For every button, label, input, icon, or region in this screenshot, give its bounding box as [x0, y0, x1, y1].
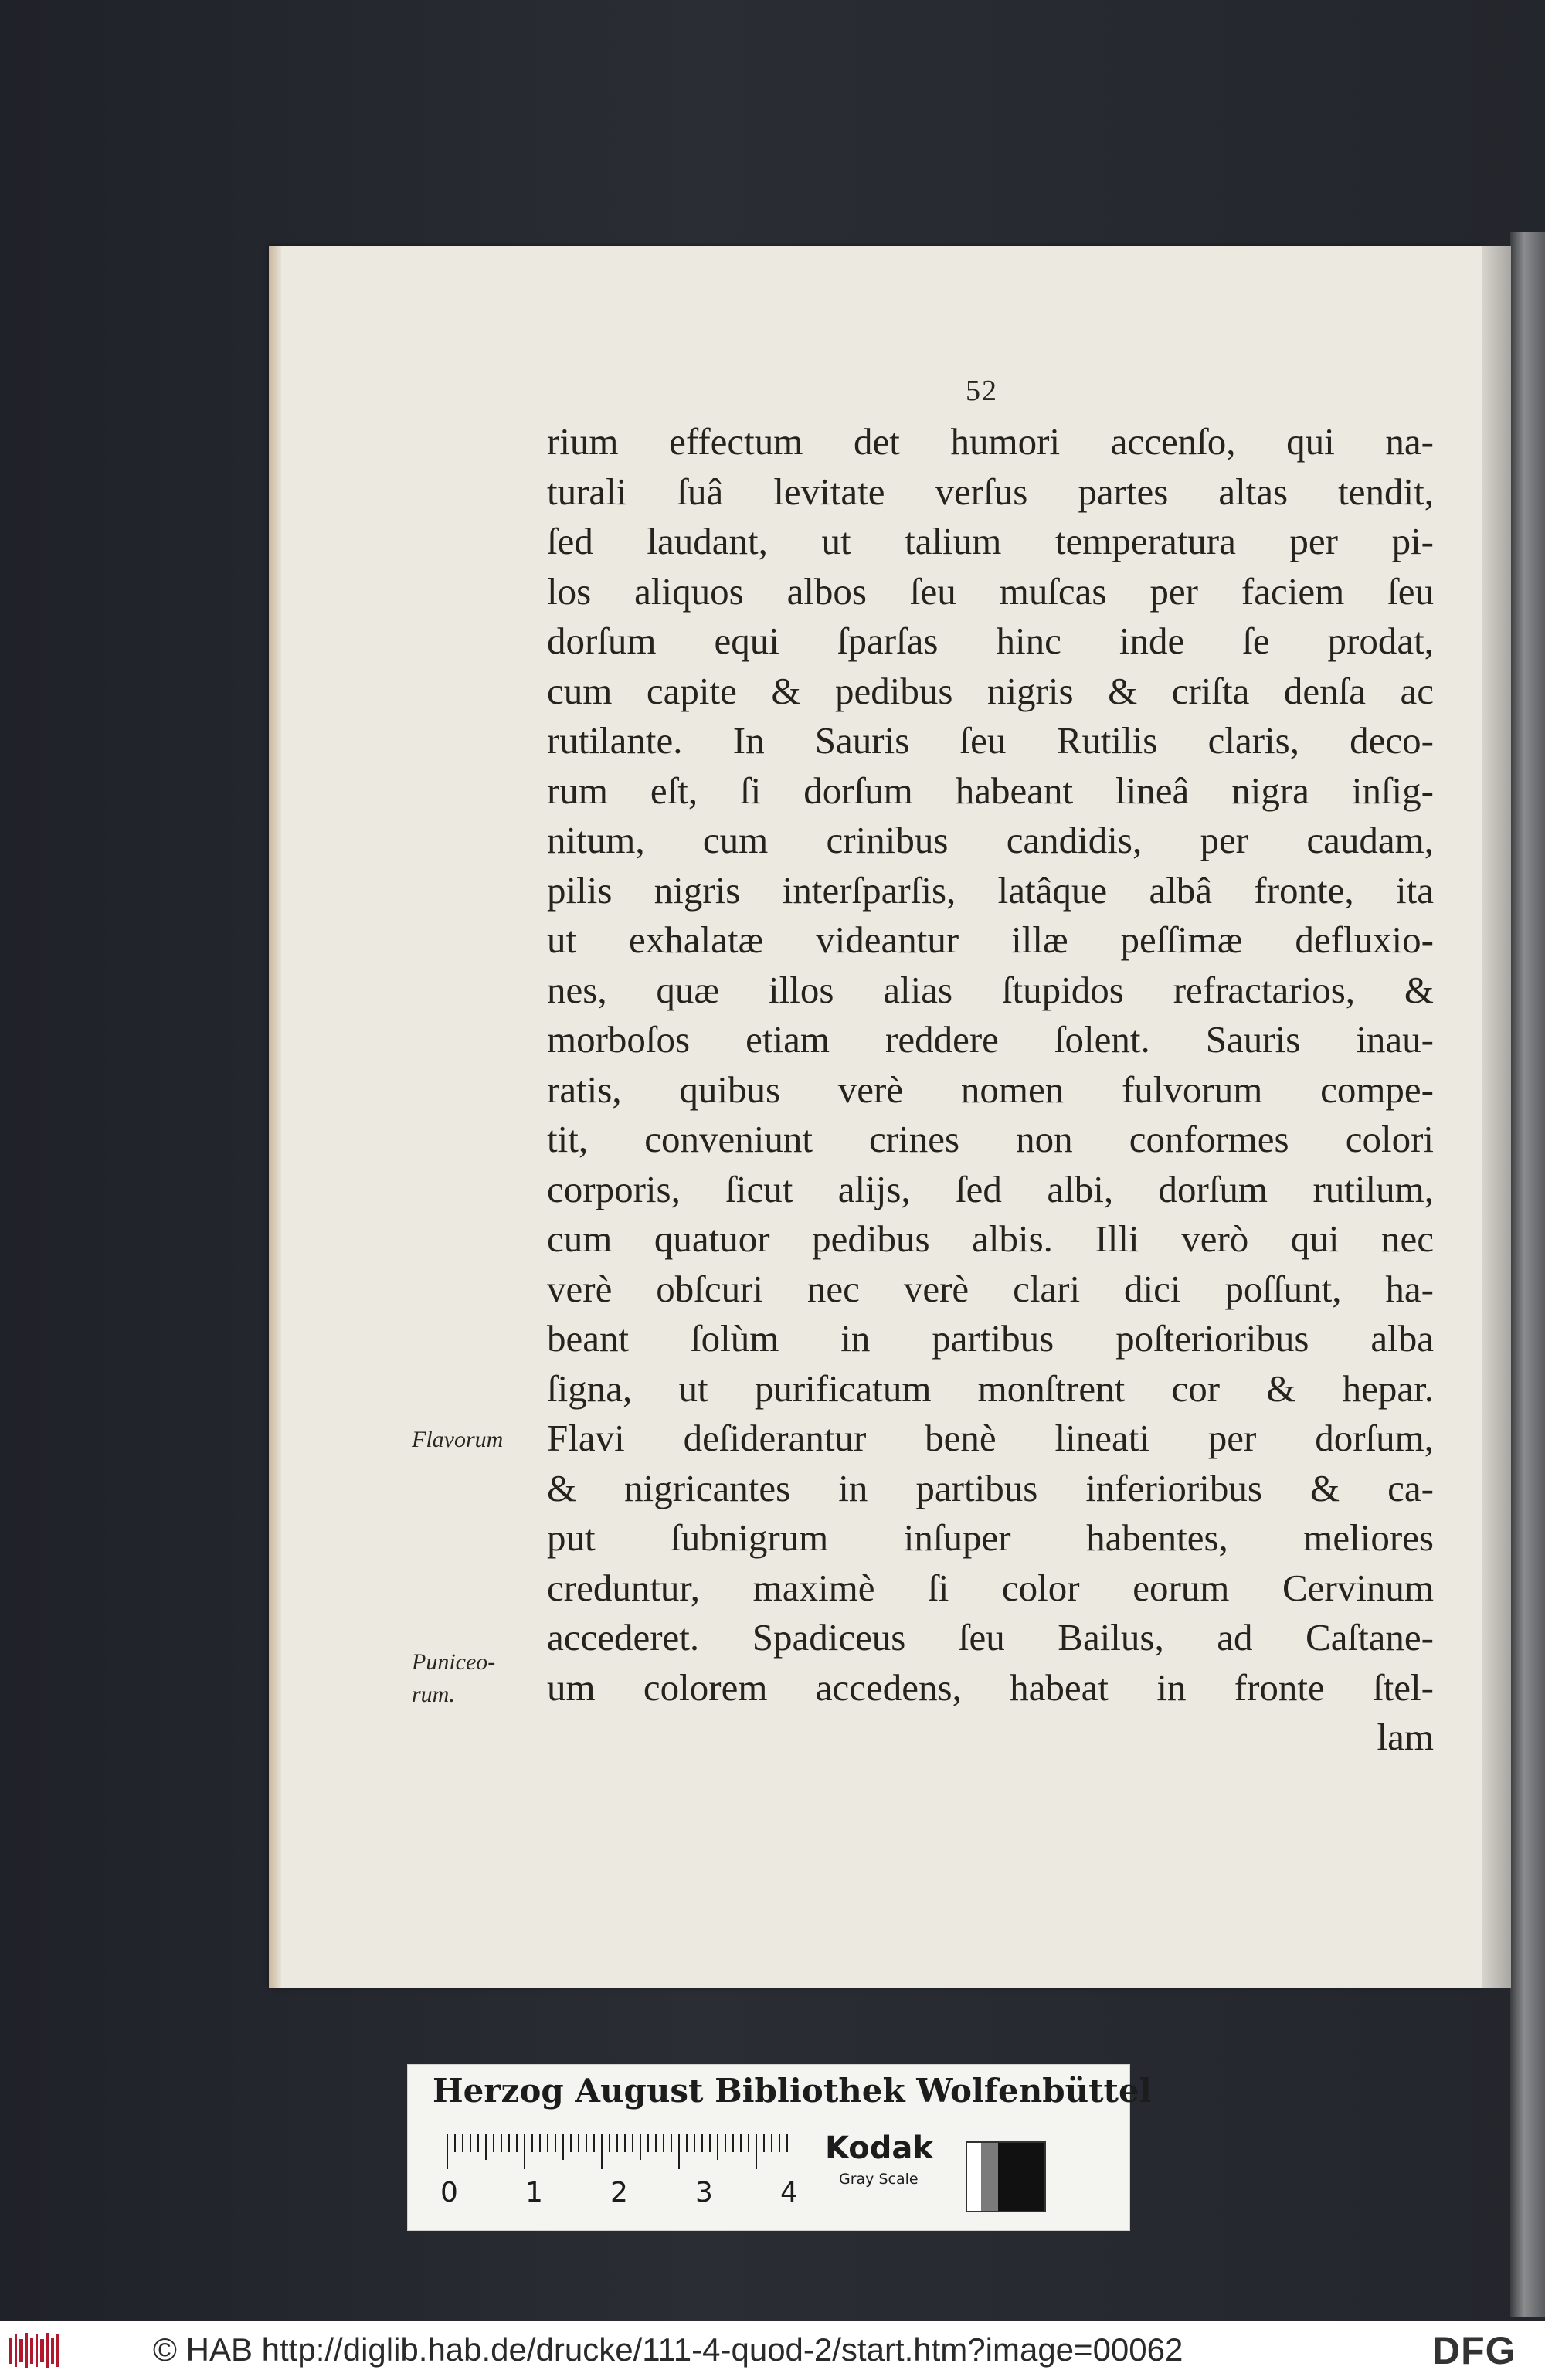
ruler-number: 0 — [440, 2177, 458, 2209]
text-line: los aliquos albos ſeu muſcas per faciem ſeu — [547, 569, 1434, 613]
gray-scale-label: Gray Scale — [839, 2171, 919, 2188]
text-line: cum quatuor pedibus albis. Illi verò qui nec — [547, 1217, 1434, 1260]
kodak-logo: Kodak — [825, 2130, 933, 2166]
gray-scale-swatch — [966, 2141, 1046, 2212]
page-left-edge — [269, 246, 281, 1988]
text-line: rutilante. In Sauris ſeu Rutilis claris, deco- — [547, 719, 1434, 762]
footer-copyright-link[interactable]: © HAB http://diglib.hab.de/drucke/111-4-quod-2/start.htm?image=00062 — [153, 2331, 1183, 2368]
text-line: tit, conveniunt crines non conformes colori — [547, 1118, 1434, 1160]
text-line: put ſubnigrum inſuper habentes, meliores — [547, 1516, 1434, 1559]
text-line: dorſum equi ſparſas hinc inde ſe prodat, — [547, 620, 1434, 662]
page-gutter — [1482, 246, 1511, 1988]
catchword: lam — [1377, 1716, 1434, 1758]
text-line: nitum, cum crinibus candidis, per caudam, — [547, 819, 1434, 861]
text-line: ſed laudant, ut talium temperatura per pi- — [547, 520, 1434, 562]
text-line: pilis nigris interſparſis, latâque albâ fronte, ita — [547, 868, 1434, 912]
page-body-text — [547, 417, 1434, 1763]
margin-note-flavorum: Flavorum — [412, 1427, 504, 1452]
ruler-number: 3 — [695, 2177, 713, 2209]
text-line: beant ſolùm in partibus poſterioribus alba — [547, 1317, 1434, 1360]
text-line: ſigna, ut purificatum monſtrent cor & hepar. — [547, 1367, 1434, 1410]
text-line: ratis, quibus verè nomen fulvorum compe- — [547, 1068, 1434, 1111]
ruler-number: 1 — [525, 2177, 543, 2209]
text-line: corporis, ſicut alijs, ſed albi, dorſum rutilum, — [547, 1167, 1434, 1210]
text-line: & nigricantes in partibus inferioribus & ca- — [547, 1466, 1434, 1509]
text-line: rum eſt, ſi dorſum habeant lineâ nigra inſig- — [547, 769, 1434, 812]
ruler-scale — [444, 2132, 792, 2171]
text-line: cum capite & pedibus nigris & criſta denſa ac — [547, 669, 1434, 712]
ruler-number: 2 — [610, 2177, 628, 2209]
ruler-number: 4 — [780, 2177, 798, 2209]
text-line: Flavi deſiderantur benè lineati per dorſum, — [547, 1417, 1434, 1459]
adjacent-page-edge — [1510, 232, 1545, 2317]
text-line: nes, quæ illos alias ſtupidos refractarios, & — [547, 968, 1434, 1011]
text-line: rium effectum det humori accenſo, qui na- — [547, 420, 1434, 463]
margin-note-puniceorum: Puniceo- — [412, 1649, 496, 1675]
library-name: Herzog August Bibliothek Wolfenbüttel — [433, 2072, 1152, 2110]
text-line: ut exhalatæ videantur illæ peſſimæ defluxio- — [547, 918, 1434, 961]
text-line: accederet. Spadiceus ſeu Bailus, ad Caſtane- — [547, 1616, 1434, 1659]
text-line: creduntur, maximè ſi color eorum Cervinum — [547, 1566, 1434, 1609]
text-line: turali ſuâ levitate verſus partes altas tendit, — [547, 470, 1434, 513]
text-line: verè obſcuri nec verè clari dici poſſunt, ha- — [547, 1267, 1434, 1310]
text-line: um colorem accedens, habeat in fronte ſtel- — [547, 1665, 1434, 1709]
text-line: morboſos etiam reddere ſolent. Sauris inau- — [547, 1018, 1434, 1061]
page-number: 52 — [966, 375, 998, 407]
dfg-logo: DFG — [1432, 2329, 1516, 2372]
hab-barcode-icon — [8, 2331, 62, 2370]
margin-note-puniceorum-cont: rum. — [412, 1682, 455, 1707]
